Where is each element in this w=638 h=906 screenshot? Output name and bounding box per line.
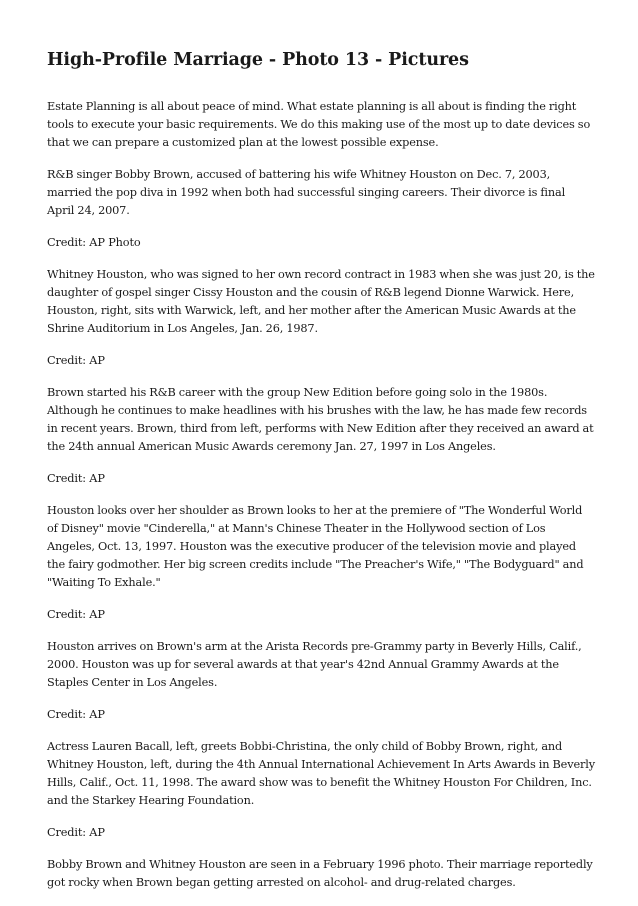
photo-credit: Credit: AP (47, 472, 105, 485)
page-title: High-Profile Marriage - Photo 13 - Pictures (47, 50, 469, 70)
paragraph-new-edition: Brown started his R&B career with the group New Edition before going solo in the 1980s. Although he continues to make headlines with his brushes with the law, he has made few records in recent years. Brown, third from left, performs with New Edition after they received an award at the 24th annual American Music Awards ceremony Jan. 27, 1997 in Los Angeles. (47, 386, 594, 453)
document-page (47, 48, 595, 906)
paragraph-houston-contract: Whitney Houston, who was signed to her own record contract in 1983 when she was just 20, is the daughter of gospel singer Cissy Houston and the cousin of R&B legend Dionne Warwick. Here, Houston, right, sits with Warwick, left, and her mother after the American Music Awards at the Shrine Auditorium in Los Angeles, Jan. 26, 1987. (47, 268, 595, 335)
photo-credit: Credit: AP (47, 354, 105, 367)
paragraph-arista-party: Houston arrives on Brown's arm at the Arista Records pre-Grammy party in Beverly Hills, Calif., 2000. Houston was up for several awards at that year's 42nd Annual Grammy Awards at the Staples Center in Los Angeles. (47, 640, 582, 689)
intro-paragraph: Estate Planning is all about peace of mind. What estate planning is all about is finding the right tools to execute your basic requirements. We do this making use of the most up to date devices so that we can prepare a customized plan at the lowest possible expense. (47, 100, 591, 149)
paragraph-bacall-awards: Actress Lauren Bacall, left, greets Bobbi-Christina, the only child of Bobby Brown, right, and Whitney Houston, left, during the 4th Annual International Achievement In Arts Awards in Beverly Hills, Calif., Oct. 11, 1998. The award show was to benefit the Whitney Houston For Children, Inc. and the Starkey Hearing Foundation. (47, 740, 595, 807)
photo-credit: Credit: AP (47, 708, 105, 721)
photo-credit: Credit: AP (47, 826, 105, 839)
paragraph-1996-photo: Bobby Brown and Whitney Houston are seen in a February 1996 photo. Their marriage reportedly got rocky when Brown began getting arrested on alcohol- and drug-related charges. (47, 858, 593, 889)
paragraph-cinderella-premiere: Houston looks over her shoulder as Brown looks to her at the premiere of "The Wonderful World of Disney" movie "Cinderella," at Mann's Chinese Theater in the Hollywood section of Los Angeles, Oct. 13, 1997. Houston was the executive producer of the television movie and played the fairy godmother. Her big screen credits include "The Preacher's Wife," "The Bodyguard" and "Waiting To Exhale." (47, 504, 584, 589)
photo-credit: Credit: AP (47, 608, 105, 621)
photo-credit: Credit: AP Photo (47, 236, 141, 249)
paragraph-divorce: R&B singer Bobby Brown, accused of battering his wife Whitney Houston on Dec. 7, 2003, married the pop diva in 1992 when both had successful singing careers. Their divorce is final April 24, 2007. (47, 168, 566, 217)
